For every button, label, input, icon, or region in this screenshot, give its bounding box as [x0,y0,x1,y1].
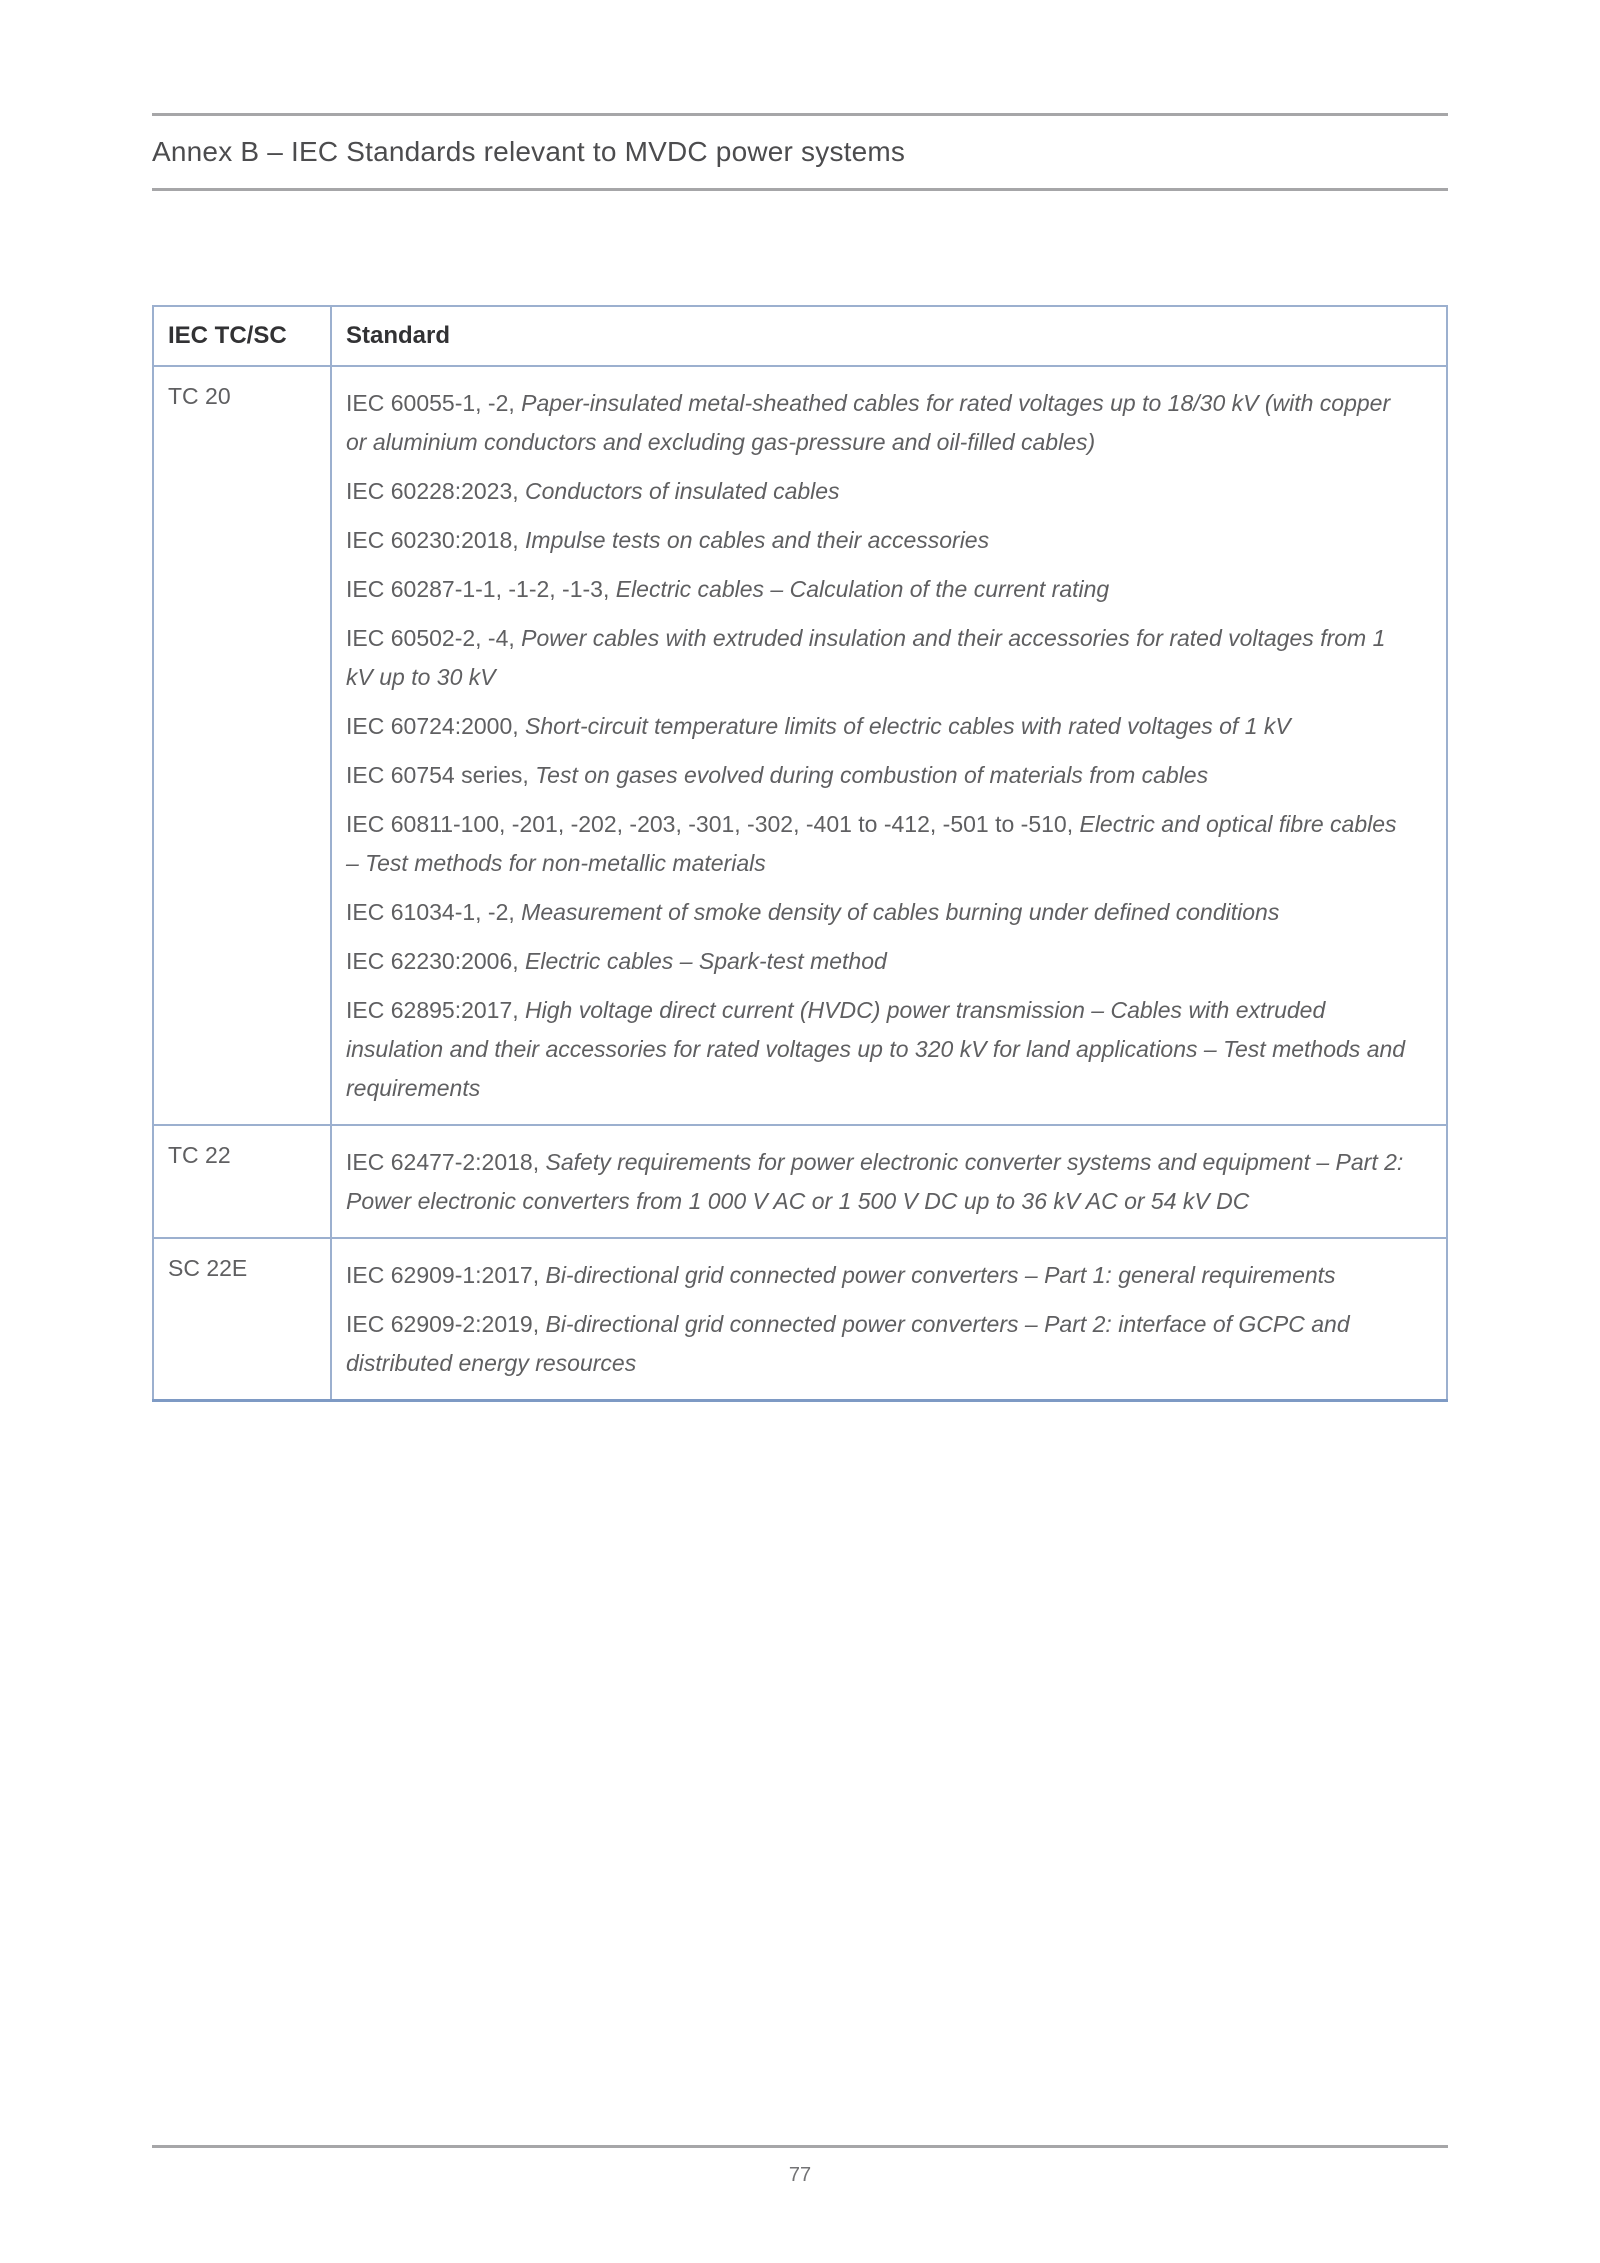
standard-entry [346,805,1412,883]
standard-entry [346,991,1412,1108]
committee-cell: SC 22E [153,1238,331,1401]
standard-code: IEC 60811-100, -201, -202, -203, -301, -302, -401 to -412, -501 to -510, [346,811,1080,837]
page-header [152,113,1448,191]
standard-code: IEC 60724:2000, [346,713,526,739]
standard-entry [346,521,1412,560]
standard-code: IEC 60230:2018, [346,527,526,553]
annex-title: Annex B – IEC Standards relevant to MVDC power systems [152,136,906,167]
standard-title: Bi-directional grid connected power converters – Part 2: interface of GCPC and distributed energy resources [346,1311,1350,1376]
standard-code: IEC 61034-1, -2, [346,899,522,925]
standards-cell [331,1238,1447,1401]
page-footer [152,2145,1448,2187]
standard-entry [346,1256,1412,1295]
column-header-iec-tcsc: IEC TC/SC [153,306,331,366]
table-row [153,1125,1447,1238]
standard-code: IEC 62909-1:2017, [346,1262,546,1288]
standards-table-container [152,305,1448,1402]
standard-entry [346,707,1412,746]
committee-cell: TC 20 [153,366,331,1125]
standard-code: IEC 62230:2006, [346,948,526,974]
standard-title: Paper-insulated metal-sheathed cables for rated voltages up to 18/30 kV (with copper or aluminium conductors and excluding gas-pressure and oil-filled cables) [346,390,1391,455]
standard-title: Power cables with extruded insulation and their accessories for rated voltages from 1 kV up to 30 kV [346,625,1386,690]
standard-entry [346,942,1412,981]
standards-cell [331,1125,1447,1238]
standard-title: Short-circuit temperature limits of electric cables with rated voltages of 1 kV [525,713,1291,739]
standard-code: IEC 60502-2, -4, [346,625,522,651]
standard-entry [346,893,1412,932]
table-row [153,1238,1447,1401]
standard-title: Measurement of smoke density of cables burning under defined conditions [521,899,1280,925]
standard-title: Test on gases evolved during combustion of materials from cables [535,762,1209,788]
standard-code: IEC 60287-1-1, -1-2, -1-3, [346,576,616,602]
standard-title: Bi-directional grid connected power converters – Part 1: general requirements [545,1262,1336,1288]
standard-title: High voltage direct current (HVDC) power transmission – Cables with extruded insulation and their accessories for rated voltages up to 320 kV for land applications – Test methods and requirements [346,997,1406,1101]
table-header-row [153,306,1447,366]
standards-cell [331,366,1447,1125]
table-row [153,366,1447,1125]
standard-entry [346,756,1412,795]
standard-title: Safety requirements for power electronic converter systems and equipment – Part 2: Power electronic converters from 1 000 V AC or 1 500 V DC up to 36 kV AC or 54 kV DC [346,1149,1404,1214]
standard-code: IEC 60228:2023, [346,478,526,504]
standard-entry [346,570,1412,609]
standard-entry [346,472,1412,511]
standard-code: IEC 62477-2:2018, [346,1149,546,1175]
standard-title: Electric cables – Spark-test method [525,948,887,974]
standards-table [152,305,1448,1402]
standard-entry [346,1305,1412,1383]
committee-cell: TC 22 [153,1125,331,1238]
standard-code: IEC 62909-2:2019, [346,1311,546,1337]
standard-code: IEC 60055-1, -2, [346,390,522,416]
page-number: 77 [788,2164,812,2186]
standard-entry [346,384,1412,462]
standard-code: IEC 62895:2017, [346,997,526,1023]
standard-title: Conductors of insulated cables [525,478,840,504]
standard-entry [346,619,1412,697]
standard-title: Electric cables – Calculation of the current rating [615,576,1110,602]
column-header-standard: Standard [331,306,1447,366]
standard-title: Electric and optical fibre cables – Test methods for non-metallic materials [346,811,1397,876]
standard-title: Impulse tests on cables and their accessories [525,527,990,553]
standard-entry [346,1143,1412,1221]
standard-code: IEC 60754 series, [346,762,536,788]
